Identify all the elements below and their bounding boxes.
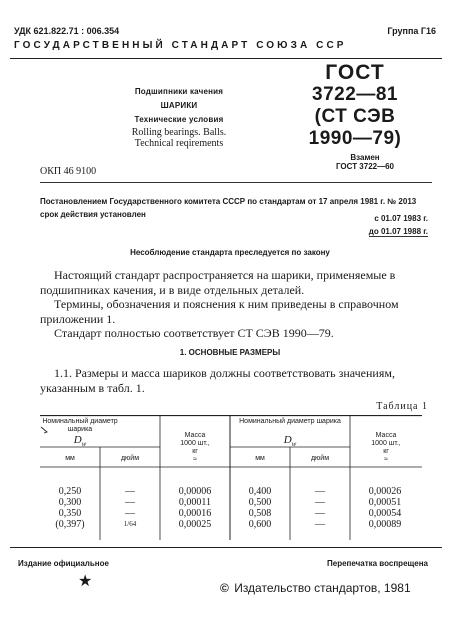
title-en-line2: Technical reqirements <box>134 138 224 149</box>
state-standard-heading: ГОСУДАРСТВЕННЫЙ СТАНДАРТ СОЮЗА ССР <box>14 40 347 51</box>
gost-label: ГОСТ <box>325 61 385 84</box>
body-paragraph-1: Настоящий стандарт распространяется на шарики, применяемые в подшипниках качения, и в виде отдельных деталей. <box>40 268 396 297</box>
title-block <box>84 85 274 149</box>
star-icon: ★ <box>78 573 93 590</box>
copyright-text: Издательство стандартов, 1981 <box>234 581 411 595</box>
date-to: до 01.07 1988 г. <box>368 227 428 236</box>
law-notice: Несоблюдение стандарта преследуется по закону <box>130 248 330 257</box>
replaces-value: ГОСТ 3722—60 <box>335 162 395 171</box>
dw-subscript: w <box>81 440 87 449</box>
cell-mass: 0,00025 <box>178 519 212 530</box>
table-row <box>40 508 230 519</box>
official-edition-label: Издание официальное <box>18 559 109 568</box>
table-row <box>230 519 422 530</box>
body-paragraph-2: Термины, обозначения и пояснения к ним приведены в справочном приложении 1. <box>40 297 399 326</box>
gost-number: 3722—81 <box>312 84 398 105</box>
replaces-label: Взамен <box>350 153 380 162</box>
cell-diameter-mm: 0,400 <box>248 486 272 497</box>
st-sev-label: (СТ СЭВ <box>314 106 396 127</box>
gost-number-block <box>290 62 420 150</box>
cell-diameter-mm: 0,250 <box>58 486 82 497</box>
table-row <box>40 497 230 508</box>
top-rule <box>10 58 442 59</box>
section-body <box>40 366 420 395</box>
okp-code: ОКП 46 9100 <box>40 166 97 177</box>
replaces-block <box>310 153 420 171</box>
table-row <box>230 486 422 497</box>
cell-mass: 0,00011 <box>178 497 212 508</box>
table-row <box>230 497 422 508</box>
cell-diameter-mm: 0,350 <box>58 508 82 519</box>
cell-mass: 0,00054 <box>368 508 402 519</box>
cell-diameter-mm: 0,500 <box>248 497 272 508</box>
cell-mass: 0,00026 <box>368 486 402 497</box>
table-header-diameter-right: Номинальный диаметр шарика <box>239 418 341 425</box>
section-paragraph-1: 1.1. Размеры и масса шариков должны соответствовать значениям, указанным в табл. 1. <box>40 366 395 395</box>
title-ru-line2: ШАРИКИ <box>160 101 198 110</box>
cell-mass: 0,00051 <box>368 497 402 508</box>
mass-approx: ≈ <box>193 456 197 463</box>
cell-diameter-inch: — <box>315 508 325 519</box>
copyright <box>220 581 411 595</box>
mass-unit-count: 1000 шт., <box>180 440 210 447</box>
copyright-icon: © <box>220 581 229 595</box>
table-header-mm-right: мм <box>255 455 265 462</box>
table-header-dw-right <box>230 434 350 448</box>
table-header-mass-right <box>350 432 422 464</box>
dw-subscript: w <box>291 440 297 449</box>
table-header-inch-left: дюйм <box>120 455 140 462</box>
table-row <box>40 486 230 497</box>
title-en-line1: Rolling bearings. Balls. <box>131 127 227 138</box>
st-sev-number: 1990—79) <box>308 128 402 149</box>
cell-diameter-inch: 1/64 <box>123 520 137 528</box>
body-paragraph-3: Стандарт полностью соответствует СТ СЭВ 1990—79. <box>54 326 334 340</box>
middle-rule <box>40 182 432 183</box>
table-header-mass-left <box>160 432 230 464</box>
group-code: Группа Г16 <box>387 26 436 36</box>
title-ru-line1: Подшипники качения <box>134 87 224 96</box>
mass-label: Масса <box>184 432 206 439</box>
table-header-dw-left <box>40 434 120 448</box>
cell-diameter-inch: — <box>315 497 325 508</box>
cell-diameter-mm: (0,397) <box>55 519 85 530</box>
cell-diameter-inch: — <box>125 508 135 519</box>
cell-mass: 0,00016 <box>178 508 212 519</box>
resolution-text: Постановлением Государственного комитета СССР по стандартам от 17 апреля 1981 г. № 2013 срок действия установлен <box>40 197 417 219</box>
cell-diameter-mm: 0,600 <box>248 519 272 530</box>
date-from: с 01.07 1983 г. <box>374 214 428 223</box>
table-header-mm-left: мм <box>65 455 75 462</box>
cell-diameter-mm: 0,508 <box>248 508 272 519</box>
title-ru-line3: Технические условия <box>134 115 224 124</box>
mass-unit: кг <box>383 448 389 455</box>
table-row <box>230 508 422 519</box>
body-text <box>40 268 420 341</box>
mass-unit-count: 1000 шт., <box>371 440 401 447</box>
cell-diameter-inch: — <box>315 519 325 530</box>
dw-symbol: D <box>73 434 82 446</box>
reprint-prohibited-label: Перепечатка воспрещена <box>327 559 428 568</box>
cell-mass: 0,00006 <box>178 486 212 497</box>
cell-diameter-inch: — <box>125 497 135 508</box>
bottom-rule <box>10 547 442 548</box>
table-header-diameter-left: Номинальный диаметр шарика <box>42 418 118 433</box>
mass-approx: ≈ <box>384 456 388 463</box>
cell-diameter-inch: — <box>125 486 135 497</box>
table-header-inch-right: дюйм <box>310 455 330 462</box>
cell-diameter-inch: — <box>315 486 325 497</box>
dw-symbol: D <box>283 434 292 446</box>
table-row <box>40 519 230 530</box>
cell-mass: 0,00089 <box>368 519 402 530</box>
mass-unit: кг <box>192 448 198 455</box>
udk-code: УДК 621.822.71 : 006.354 <box>14 26 120 36</box>
mass-label: Масса <box>375 432 397 439</box>
section-title: 1. ОСНОВНЫЕ РАЗМЕРЫ <box>179 348 281 357</box>
table-caption: Таблица 1 <box>376 401 428 412</box>
cell-diameter-mm: 0,300 <box>58 497 82 508</box>
